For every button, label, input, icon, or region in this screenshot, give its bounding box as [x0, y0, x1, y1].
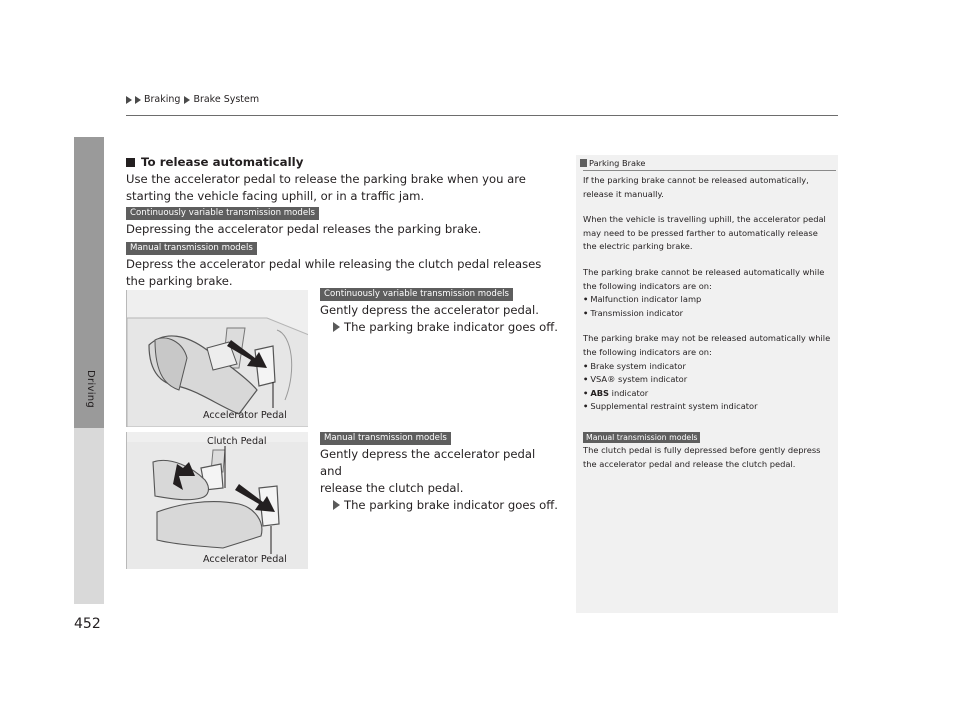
breadcrumb-item-braking[interactable]: Braking [144, 94, 181, 105]
notes-p1: If the parking brake cannot be released automatically, release it manually. [583, 175, 809, 199]
chapter-side-tab-lower [74, 428, 104, 604]
cvt-release-text: Depressing the accelerator pedal releases the parking brake. [126, 222, 482, 236]
step2-text-line2: release the clutch pedal. [320, 481, 464, 495]
clutch-accelerator-figure [126, 432, 308, 569]
accelerator-pedal-caption: Accelerator Pedal [203, 410, 287, 421]
page-number: 452 [74, 616, 101, 632]
result-arrow-icon [333, 500, 340, 510]
section-heading: To release automatically [126, 155, 303, 169]
notes-list1-item: • Transmission indicator [583, 307, 833, 321]
notes-p2: When the vehicle is travelling uphill, the accelerator pedal may need to be pressed farther to automatically release the electric parking brake. [583, 214, 826, 252]
step1-text: Gently depress the accelerator pedal. [320, 303, 539, 317]
notes-title: Parking Brake [580, 158, 645, 168]
notes-p5: The clutch pedal is fully depressed before gently depress the accelerator pedal and release the clutch pedal. [583, 445, 821, 469]
clutch-pedal-caption: Clutch Pedal [207, 436, 267, 447]
notes-list2-item: • Supplemental restraint system indicator [583, 400, 833, 414]
chapter-label: Driving [85, 370, 96, 409]
notes-list2-item: • Brake system indicator [583, 360, 833, 374]
note-number-icon [580, 159, 587, 167]
accelerator-pedal-illustration [127, 290, 308, 427]
step2 [320, 446, 560, 514]
breadcrumb [126, 94, 259, 105]
step2-result: The parking brake indicator goes off. [333, 497, 560, 514]
header-rule [126, 115, 838, 116]
notes-list2-item: • VSA® system indicator [583, 373, 833, 387]
cvt-models-tag: Continuously variable transmission models [126, 207, 319, 220]
mt-release-text: Depress the accelerator pedal while releasing the clutch pedal releases the parking brake. [126, 257, 542, 288]
notes-rule [583, 170, 836, 171]
breadcrumb-arrow-icon [184, 96, 190, 104]
notes-body [583, 174, 833, 414]
notes-p4: The parking brake may not be released automatically while the following indicators are on: [583, 333, 831, 357]
accelerator-pedal-caption-2: Accelerator Pedal [203, 554, 287, 565]
notes-p3: The parking brake cannot be released automatically while the following indicators are on: [583, 266, 825, 291]
notes-list2-item-abs: • ABS indicator [583, 387, 833, 401]
breadcrumb-arrow-icon [135, 96, 141, 104]
breadcrumb-arrow-icon [126, 96, 132, 104]
breadcrumb-item-brake-system[interactable]: Brake System [193, 94, 260, 105]
mt-models-tag: Manual transmission models [126, 242, 257, 255]
notes-mt-tag: Manual transmission models [583, 432, 700, 443]
step2-mt-tag: Manual transmission models [320, 432, 451, 445]
step1-cvt-tag: Continuously variable transmission models [320, 288, 513, 301]
section-square-icon [126, 158, 135, 167]
section-intro: Use the accelerator pedal to release the parking brake when you are starting the vehicle facing uphill, or in a traffic jam. [126, 172, 526, 203]
step2-text-line1: Gently depress the accelerator pedal and [320, 447, 536, 478]
result-arrow-icon [333, 322, 340, 332]
accelerator-pedal-figure [126, 290, 308, 427]
step1 [320, 302, 560, 336]
step1-result: The parking brake indicator goes off. [333, 319, 560, 336]
notes-list1-item: • Malfunction indicator lamp [583, 293, 833, 307]
clutch-accelerator-illustration [127, 432, 308, 569]
